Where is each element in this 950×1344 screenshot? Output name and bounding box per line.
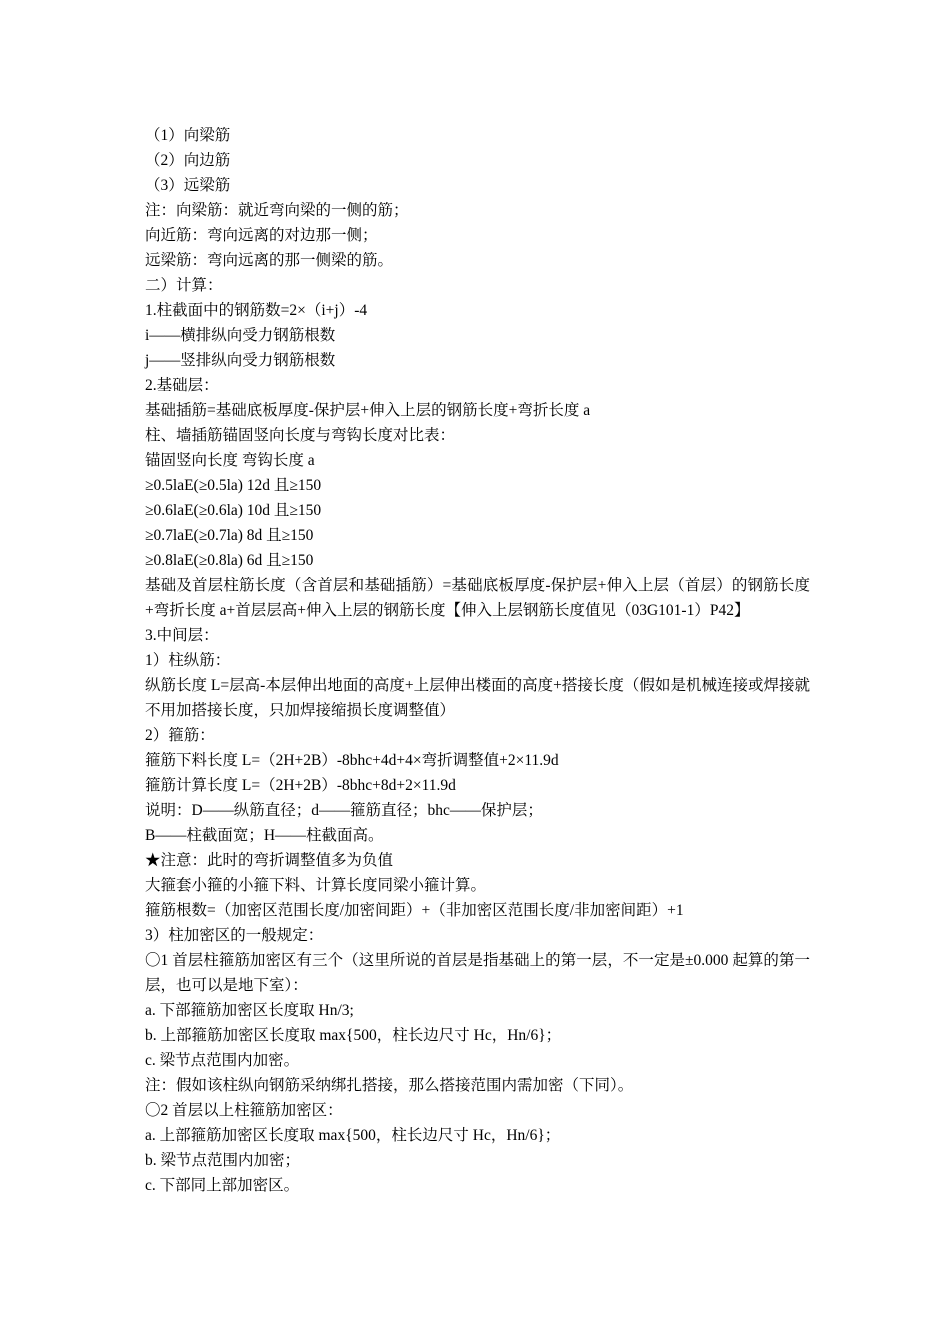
text-line: 1.柱截面中的钢筋数=2×（i+j）-4 xyxy=(145,302,368,319)
text-line: 基础插筋=基础底板厚度-保护层+伸入上层的钢筋长度+弯折长度 a xyxy=(145,402,591,419)
text-line: a. 下部箍筋加密区长度取 Hn/3; xyxy=(145,1002,354,1019)
text-line: 1）柱纵筋： xyxy=(145,652,231,669)
document-body xyxy=(145,123,810,1198)
paragraph: 纵筋长度 L=层高-本层伸出地面的高度+上层伸出楼面的高度+搭接长度（假如是机械连接或焊接就不用加搭接长度，只加焊接缩损长度调整值） xyxy=(145,677,810,719)
text-line: 说明：D——纵筋直径；d——箍筋直径；bhc——保护层； xyxy=(145,802,543,819)
text-line: b. 上部箍筋加密区长度取 max{500，柱长边尺寸 Hc，Hn/6}； xyxy=(145,1027,562,1044)
text-line: 注：假如该柱纵向钢筋采纳绑扎搭接，那么搭接范围内需加密（下同）。 xyxy=(145,1077,634,1094)
text-line: 柱、墙插筋锚固竖向长度与弯钩长度对比表： xyxy=(145,427,456,444)
section-heading: 3.中间层： xyxy=(145,627,219,644)
table-row-line: ≥0.7laE(≥0.7la) 8d 且≥150 xyxy=(145,527,314,544)
text-line: （2）向边筋 xyxy=(145,152,231,169)
text-line: b. 梁节点范围内加密； xyxy=(145,1152,301,1169)
text-line: （1）向梁筋 xyxy=(145,127,231,144)
note-line: ★注意：此时的弯折调整值多为负值 xyxy=(145,852,394,869)
text-line: B——柱截面宽；H——柱截面高。 xyxy=(145,827,384,844)
section-heading: 二）计算： xyxy=(145,277,223,294)
text-line: c. 梁节点范围内加密。 xyxy=(145,1052,300,1069)
text-line: 注：向梁筋：就近弯向梁的一侧的筋； xyxy=(145,202,409,219)
table-row-line: ≥0.5laE(≥0.5la) 12d 且≥150 xyxy=(145,477,322,494)
text-line: 2）箍筋： xyxy=(145,727,215,744)
text-line: c. 下部同上部加密区。 xyxy=(145,1177,300,1194)
text-line: 箍筋计算长度 L=（2H+2B）-8bhc+8d+2×11.9d xyxy=(145,777,456,794)
text-line: 〇2 首层以上柱箍筋加密区： xyxy=(145,1102,343,1119)
text-line: 箍筋根数=（加密区范围长度/加密间距）+（非加密区范围长度/非加密间距）+1 xyxy=(145,902,684,919)
table-row-line: ≥0.6laE(≥0.6la) 10d 且≥150 xyxy=(145,502,322,519)
text-line: i——横排纵向受力钢筋根数 xyxy=(145,327,336,344)
table-row-line: ≥0.8laE(≥0.8la) 6d 且≥150 xyxy=(145,552,314,569)
text-line: （3）远梁筋 xyxy=(145,177,231,194)
text-line: 远梁筋：弯向远离的那一侧梁的筋。 xyxy=(145,252,394,269)
text-line: 箍筋下料长度 L=（2H+2B）-8bhc+4d+4×弯折调整值+2×11.9d xyxy=(145,752,559,769)
text-line: 3）柱加密区的一般规定： xyxy=(145,927,324,944)
section-heading: 2.基础层： xyxy=(145,377,219,394)
paragraph: 〇1 首层柱箍筋加密区有三个（这里所说的首层是指基础上的第一层，不一定是±0.000 起算的第一层，也可以是地下室）： xyxy=(145,952,810,994)
paragraph: 基础及首层柱筋长度（含首层和基础插筋）=基础底板厚度-保护层+伸入上层（首层）的钢筋长度+弯折长度 a+首层层高+伸入上层的钢筋长度【伸入上层钢筋长度值见（03G101-1）P42】 xyxy=(145,577,810,619)
text-line: j——竖排纵向受力钢筋根数 xyxy=(145,352,336,369)
table-header-line: 锚固竖向长度 弯钩长度 a xyxy=(145,452,315,469)
text-line: 向近筋：弯向远离的对边那一侧； xyxy=(145,227,378,244)
text-line: 大箍套小箍的小箍下料、计算长度同梁小箍计算。 xyxy=(145,877,487,894)
text-line: a. 上部箍筋加密区长度取 max{500，柱长边尺寸 Hc，Hn/6}； xyxy=(145,1127,561,1144)
